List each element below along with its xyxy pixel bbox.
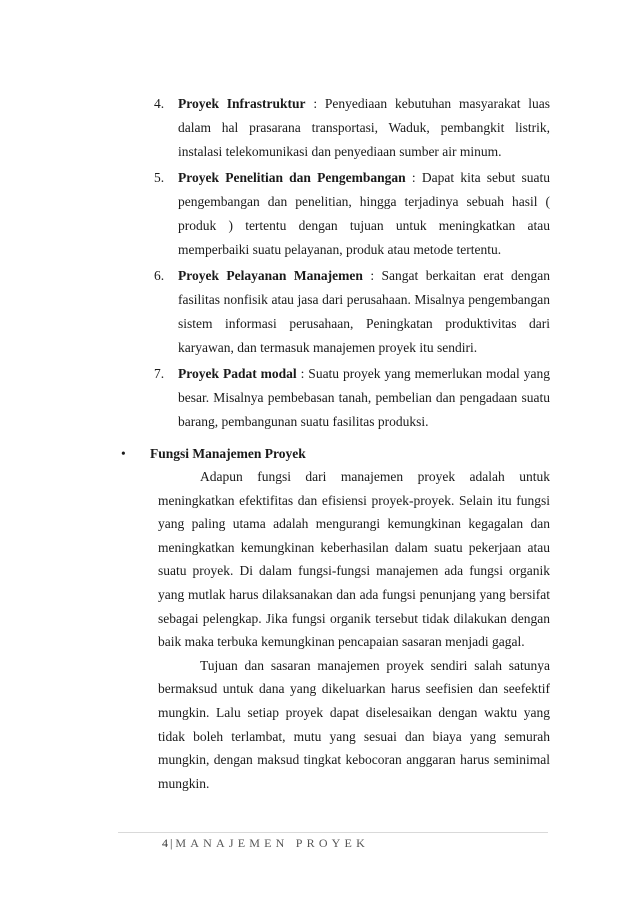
numbered-list	[154, 92, 551, 436]
list-item	[154, 166, 550, 262]
list-number: 6.	[154, 268, 165, 283]
list-number: 5.	[154, 170, 165, 185]
list-number: 4.	[154, 96, 165, 111]
list-description: : Dapat kita sebut suatu pengembangan dan penelitian, hingga terjadinya sebuah hasil ( produk ) tertentu dengan tujuan untuk meningkatkan atau memperbaiki suatu pelayanan, produk atau metode tertentu.	[178, 170, 550, 257]
list-item	[154, 362, 550, 434]
page-footer	[162, 836, 369, 851]
list-number: 7.	[154, 366, 165, 381]
paragraph: Adapun fungsi dari manajemen proyek adalah untuk meningkatkan efektifitas dan efisiensi proyek-proyek. Selain itu fungsi yang paling utama adalah mengurangi kemungkinan kegagalan dan meningkatkan kemungkinan keberhasilan dalam suatu pekerjaan atau suatu proyek. Di dalam fungsi-fungsi manajemen ada fungsi organik yang mutlak harus dilaksanakan dan ada fungsi penunjang yang bersifat sebagai pelengkap. Jika fungsi organik tersebut tidak dilakukan dengan baik maka terbuka kemungkinan pencapaian sasaran menjadi gagal.	[158, 469, 550, 650]
bullet-icon: •	[121, 446, 126, 461]
list-term: Proyek Infrastruktur	[178, 96, 306, 111]
list-term: Proyek Pelayanan Manajemen	[178, 268, 363, 283]
footer-title: MANAJEMEN PROYEK	[175, 836, 369, 850]
section-heading-text: Fungsi Manajemen Proyek	[150, 446, 306, 461]
page-number: 4	[162, 836, 168, 850]
footer-divider	[118, 832, 548, 833]
list-term: Proyek Penelitian dan Pengembangan	[178, 170, 406, 185]
list-item	[154, 92, 550, 164]
list-description: : Penyediaan kebutuhan masyarakat luas dalam hal prasarana transportasi, Waduk, pembangkit listrik, instalasi telekomunikasi dan penyediaan sumber air minum.	[178, 96, 550, 159]
footer-separator: |	[170, 836, 173, 850]
list-description: : Suatu proyek yang memerlukan modal yang besar. Misalnya pembebasan tanah, pembelian dan pengadaan suatu barang, pembangunan suatu fasilitas produksi.	[178, 366, 550, 429]
section-fungsi	[118, 444, 550, 795]
list-description: : Sangat berkaitan erat dengan fasilitas nonfisik atau jasa dari perusahaan. Misalnya pengembangan sistem informasi perusahaan, Peningkatan produktivitas dari karyawan, dan termasuk manajemen proyek itu sendiri.	[178, 268, 551, 355]
list-term: Proyek Padat modal	[178, 366, 297, 381]
paragraph: Tujuan dan sasaran manajemen proyek sendiri salah satunya bermaksud untuk dana yang dikeluarkan harus seefisien dan seefektif mungkin. Lalu setiap proyek dapat diselesaikan dengan waktu yang tidak boleh terlambat, mutu yang sesuai dan biaya yang semurah mungkin, dengan maksud tingkat kebocoran anggaran harus seminimal mungkin.	[158, 657, 550, 791]
section-heading	[118, 444, 550, 464]
list-item	[154, 264, 551, 360]
